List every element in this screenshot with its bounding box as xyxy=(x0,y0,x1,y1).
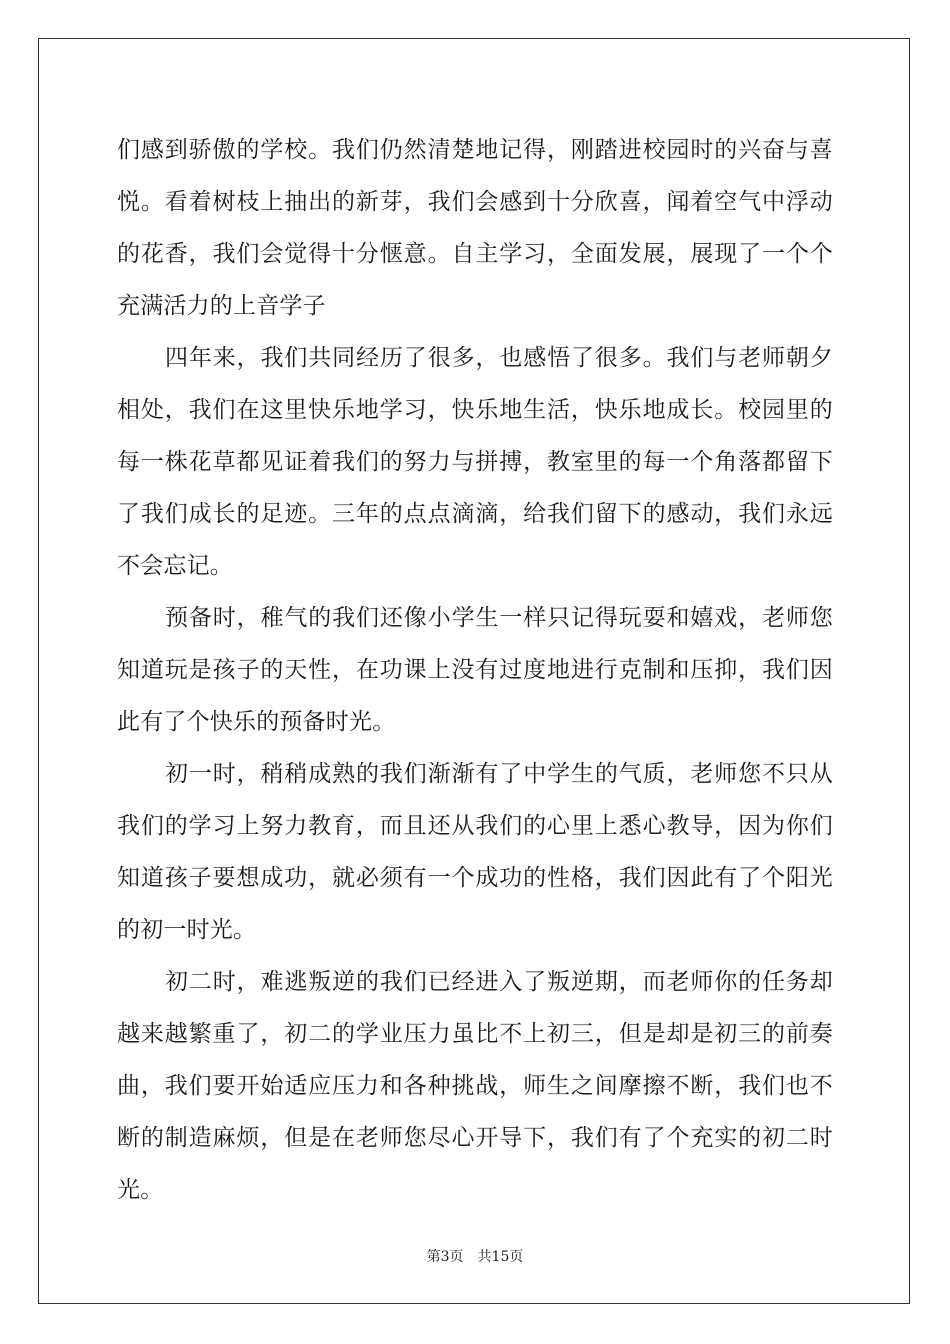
text-line: 充满活力的上音学子 xyxy=(117,293,326,319)
paragraph-first-line: 初二时，难逃叛逆的我们已经进入了叛逆期，而老师你的任务却 xyxy=(165,969,833,995)
text-line: 悦。看着树枝上抽出的新芽，我们会感到十分欣喜，闻着空气中浮动 xyxy=(117,189,833,215)
text-line: 相处，我们在这里快乐地学习，快乐地生活，快乐地成长。校园里的 xyxy=(117,397,833,423)
text-line: 知道玩是孩子的天性，在功课上没有过度地进行克制和压抑，我们因 xyxy=(117,657,833,683)
page-footer xyxy=(0,1248,950,1266)
text-line: 的花香，我们会觉得十分惬意。自主学习，全面发展，展现了一个个 xyxy=(117,241,833,267)
text-line: 光。 xyxy=(117,1177,164,1203)
text-line: 不会忘记。 xyxy=(117,553,233,579)
paragraph-first-line: 四年来，我们共同经历了很多，也感悟了很多。我们与老师朝夕 xyxy=(165,345,833,371)
text-line: 越来越繁重了，初二的学业压力虽比不上初三，但是却是初三的前奏 xyxy=(117,1021,833,1047)
text-line: 每一株花草都见证着我们的努力与拼搏，教室里的每一个角落都留下 xyxy=(117,449,833,475)
text-line: 们感到骄傲的学校。我们仍然清楚地记得，刚踏进校园时的兴奋与喜 xyxy=(117,137,833,163)
text-line: 我们的学习上努力教育，而且还从我们的心里上悉心教导，因为你们 xyxy=(117,813,833,839)
document-body xyxy=(117,124,833,1216)
text-line: 的初一时光。 xyxy=(117,917,257,943)
text-line: 此有了个快乐的预备时光。 xyxy=(117,709,396,735)
paragraph-first-line: 预备时，稚气的我们还像小学生一样只记得玩耍和嬉戏，老师您 xyxy=(165,605,833,631)
text-line: 知道孩子要想成功，就必须有一个成功的性格，我们因此有了个阳光 xyxy=(117,865,833,891)
text-line: 断的制造麻烦，但是在老师您尽心开导下，我们有了个充实的初二时 xyxy=(117,1125,833,1151)
text-line: 了我们成长的足迹。三年的点点滴滴，给我们留下的感动，我们永远 xyxy=(117,501,833,527)
paragraph-first-line: 初一时，稍稍成熟的我们渐渐有了中学生的气质，老师您不只从 xyxy=(165,761,833,787)
page-total: 共15页 xyxy=(477,1249,524,1265)
text-line: 曲，我们要开始适应压力和各种挑战，师生之间摩擦不断，我们也不 xyxy=(117,1073,833,1099)
page-number: 第3页 xyxy=(426,1249,464,1265)
